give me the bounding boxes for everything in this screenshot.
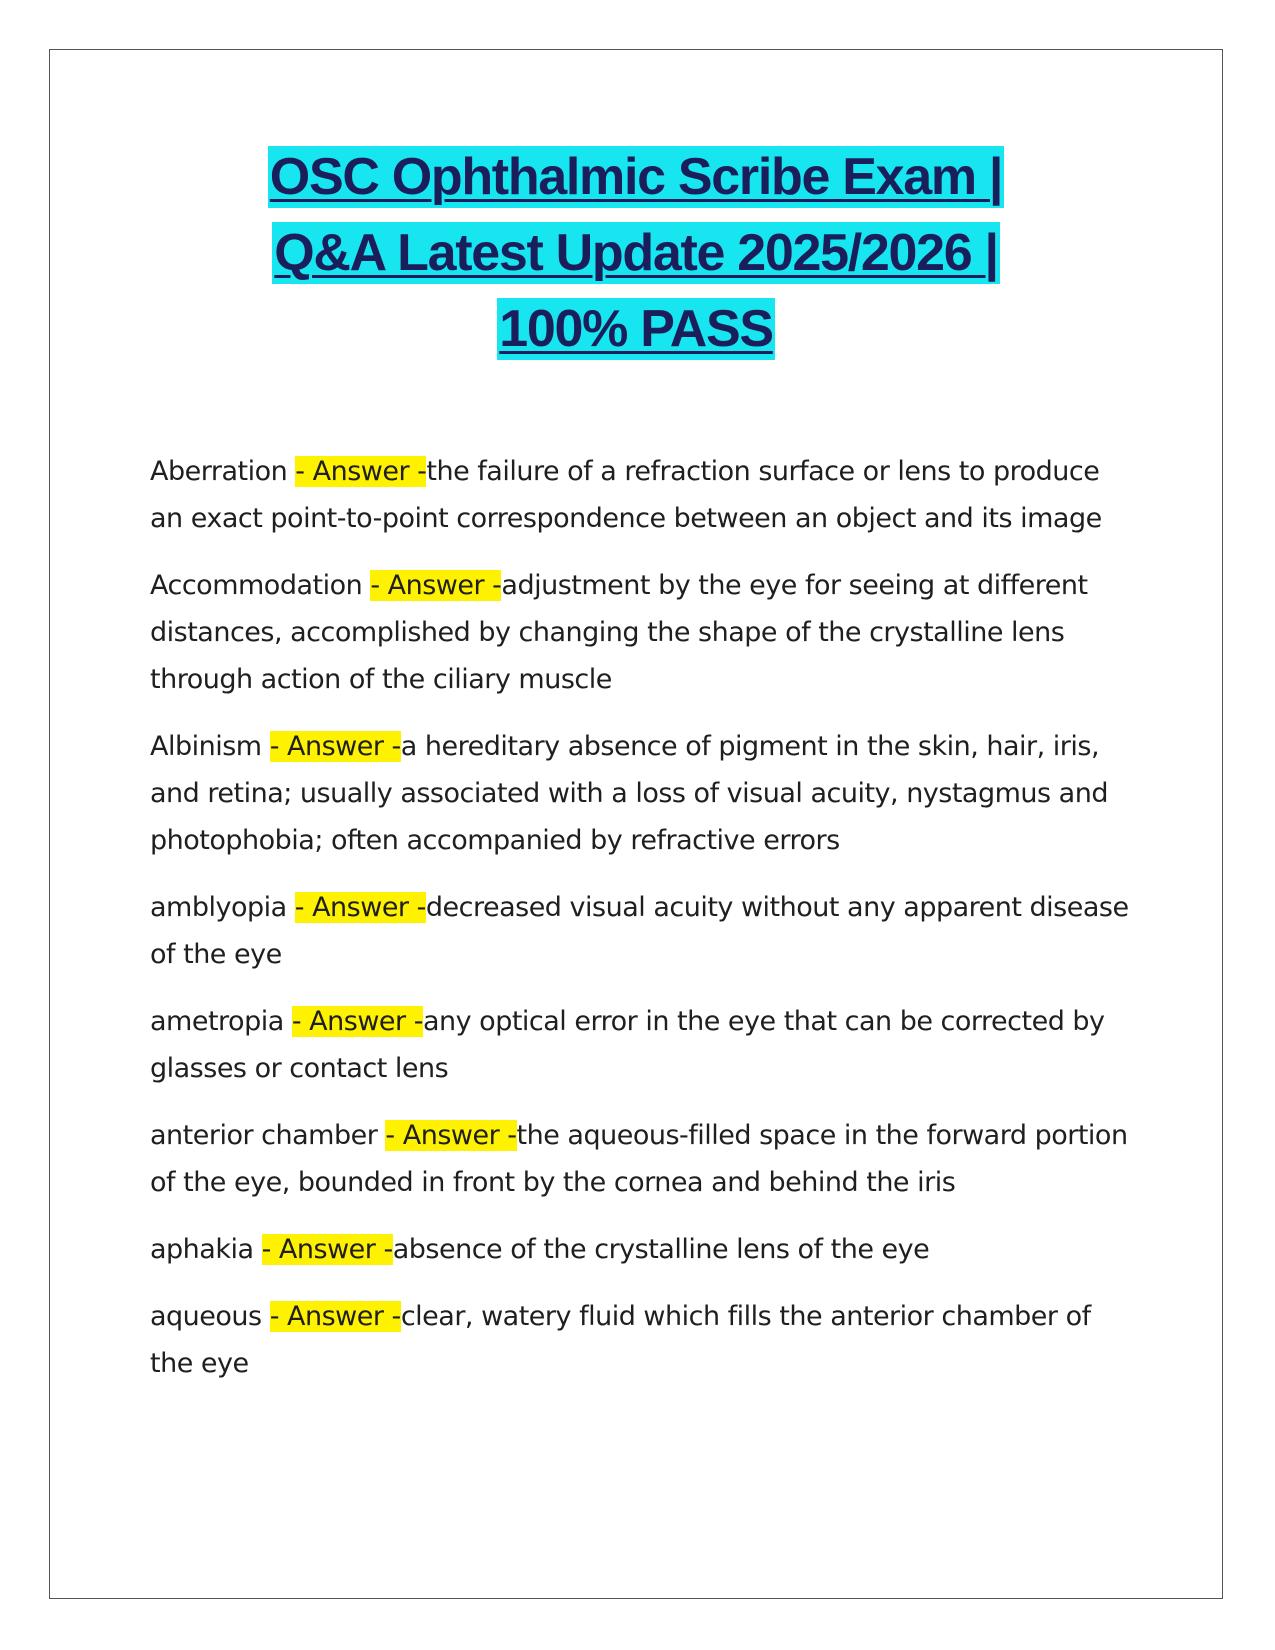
answer-marker: - Answer -	[269, 731, 401, 762]
title-line-2: Q&A Latest Update 2025/2026 |	[274, 224, 998, 282]
qa-entry-albinism	[150, 723, 1140, 864]
answer-marker: - Answer -	[269, 1301, 401, 1332]
title-line-3: 100% PASS	[499, 300, 773, 358]
qa-entries	[150, 448, 1140, 1407]
entry-term: ametropia	[150, 1006, 292, 1037]
qa-entry-aphakia	[150, 1226, 1140, 1273]
entry-term: Albinism	[150, 731, 270, 762]
entry-term: amblyopia	[150, 892, 295, 923]
qa-entry-amblyopia	[150, 884, 1140, 978]
entry-term: aphakia	[150, 1234, 262, 1265]
qa-entry-aqueous	[150, 1293, 1140, 1387]
qa-entry-ametropia	[150, 998, 1140, 1092]
answer-marker: - Answer -	[295, 456, 427, 487]
entry-definition: any optical error in the eye that can be corrected by glasses or contact lens	[150, 1006, 1105, 1084]
qa-entry-accommodation	[150, 562, 1140, 703]
entry-term: Accommodation	[150, 570, 371, 601]
entry-term: Aberration	[150, 456, 296, 487]
entry-definition: the failure of a refraction surface or lens to produce an exact point-to-point correspondence between an object and its image	[150, 456, 1102, 534]
entry-definition: the aqueous-filled space in the forward portion of the eye, bounded in front by the cornea and behind the iris	[150, 1120, 1128, 1198]
entry-definition: absence of the crystalline lens of the eye	[392, 1234, 930, 1265]
answer-marker: - Answer -	[370, 570, 502, 601]
entry-definition: clear, watery fluid which fills the anterior chamber of the eye	[150, 1301, 1091, 1379]
answer-marker: - Answer -	[261, 1234, 393, 1265]
document-title	[49, 146, 1223, 374]
entry-term: aqueous	[150, 1301, 270, 1332]
entry-term: anterior chamber	[150, 1120, 386, 1151]
entry-definition: decreased visual acuity without any apparent disease of the eye	[150, 892, 1129, 970]
qa-entry-anterior-chamber	[150, 1112, 1140, 1206]
entry-definition: adjustment by the eye for seeing at different distances, accomplished by changing the shape of the crystalline lens through action of the ciliary muscle	[150, 570, 1088, 695]
answer-marker: - Answer -	[385, 1120, 517, 1151]
answer-marker: - Answer -	[294, 892, 426, 923]
entry-definition: a hereditary absence of pigment in the skin, hair, iris, and retina; usually associated with a loss of visual acuity, nystagmus and photophobia; often accompanied by refractive errors	[150, 731, 1108, 856]
qa-entry-aberration	[150, 448, 1140, 542]
title-line-1: OSC Ophthalmic Scribe Exam |	[269, 148, 1003, 206]
answer-marker: - Answer -	[291, 1006, 423, 1037]
